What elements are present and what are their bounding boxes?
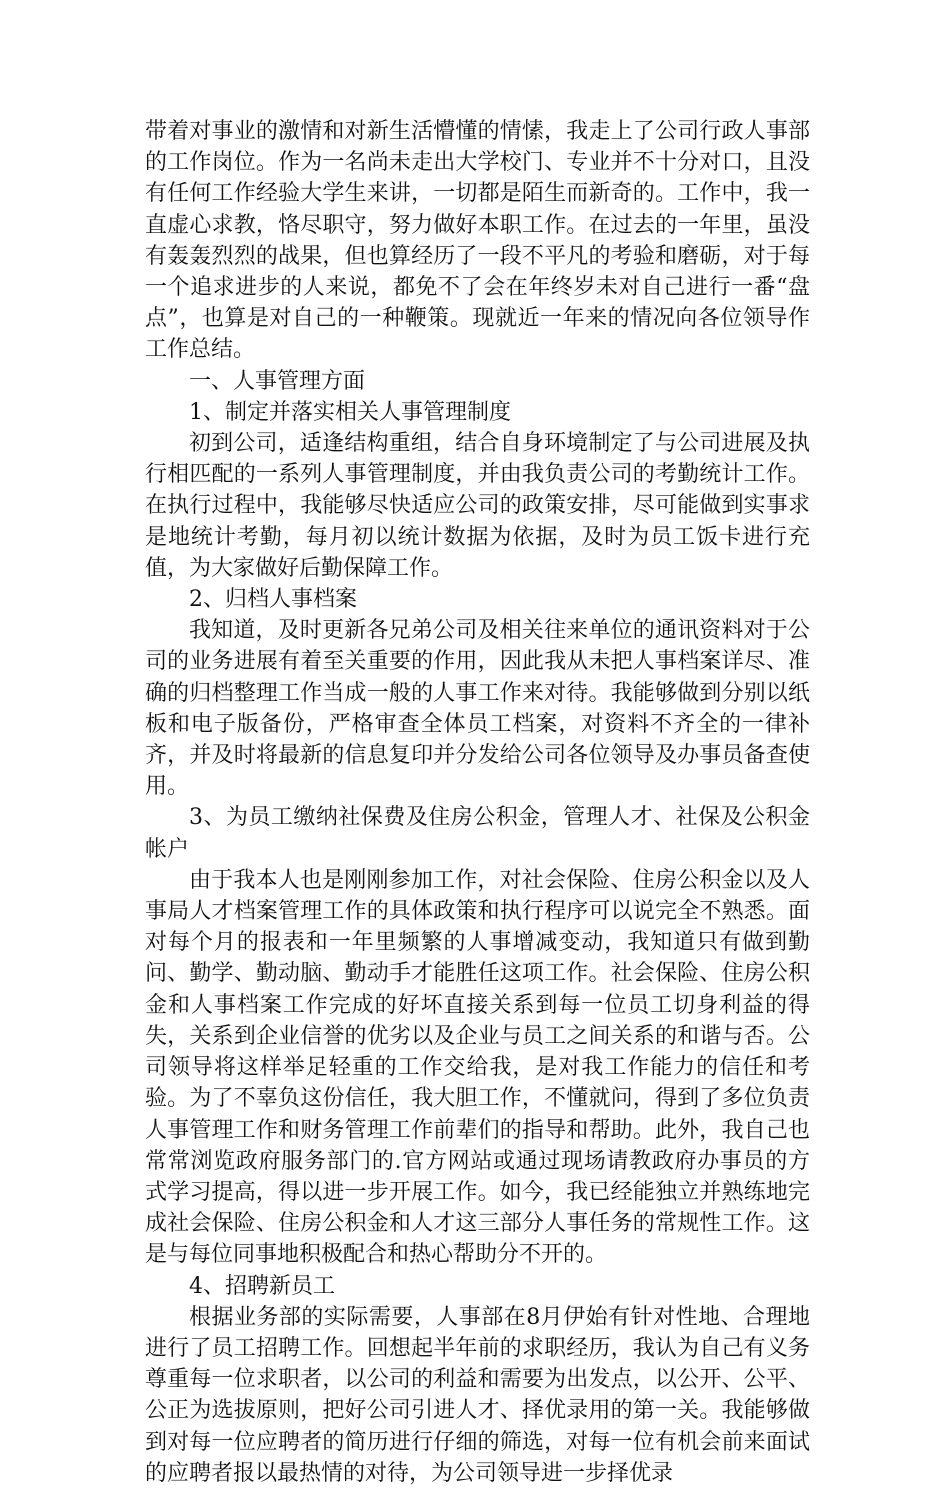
subheading-social-insurance: 3、为员工缴纳社保费及住房公积金，管理人才、社保及公积金帐户 [145, 805, 810, 862]
paragraph-social-insurance: 由于我本人也是刚刚参加工作，对社会保险、住房公积金以及人事局人才档案管理工作的具体政策和执行程序可以说完全不熟悉。面对每个月的报表和一年里频繁的人事增减变动，我知道只有做到勤问、勤学、勤动脑、勤动手才能胜任这项工作。社会保险、住房公积金和人事档案工作完成的好坏直接关系到每一位员工切身利益的得失，关系到企业信誉的优劣以及企业与员工之间关系的和谐与否。公司领导将这样举足轻重的工作交给我，是对我工作能力的信任和考验。为了不辜负这份信任，我大胆工作，不懂就问，得到了多位负责人事管理工作和财务管理工作前辈们的指导和帮助。此外，我自己也常常浏览政府服务部门的.官方网站或通过现场请教政府办事员的方式学习提高，得以进一步开展工作。如今，我已经能独立并熟练地完成社会保险、住房公积金和人才这三部分人事任务的常规性工作。这是与每位同事地积极配合和热心帮助分不开的。 [145, 867, 810, 1268]
section-heading-hr-management: 一、人事管理方面 [189, 368, 366, 394]
subheading-policy: 1、制定并落实相关人事管理制度 [189, 399, 511, 425]
paragraph-archives: 我知道，及时更新各兄弟公司及相关往来单位的通讯资料对于公司的业务进展有着至关重要的作用，因此我从未把人事档案详尽、准确的归档整理工作当成一般的人事工作来对待。我能够做到分别以纸板和电子版备份，严格审查全体员工档案，对资料不齐全的一律补齐，并及时将最新的信息复印并分发给公司各位领导及办事员备查使用。 [145, 618, 810, 800]
subheading-archives: 2、归档人事档案 [189, 587, 357, 613]
subheading-recruitment: 4、招聘新员工 [189, 1273, 335, 1299]
paragraph-policy: 初到公司，适逢结构重组，结合自身环境制定了与公司进展及执行相匹配的一系列人事管理制度，并由我负责公司的考勤统计工作。在执行过程中，我能够尽快适应公司的政策安排，尽可能做到实事求是地统计考勤，每月初以统计数据为依据，及时为员工饭卡进行充值，为大家做好后勤保障工作。 [145, 431, 810, 581]
paragraph-recruitment: 根据业务部的实际需要，人事部在8月伊始有针对性地、合理地进行了员工招聘工作。回想起半年前的求职经历，我认为自己有义务尊重每一位求职者，以公司的利益和需要为出发点，以公开、公平、公正为选拔原则，把好公司引进人才、择优录用的第一关。我能够做到对每一位应聘者的简历进行仔细的筛选，对每一位有机会前来面试的应聘者报以最热情的对待，为公司领导进一步择优录 [145, 1304, 810, 1486]
intro-paragraph: 带着对事业的激情和对新生活懵懂的情愫，我走上了公司行政人事部的工作岗位。作为一名尚未走出大学校门、专业并不十分对口，且没有任何工作经验大学生来讲，一切都是陌生而新奇的。工作中，我一直虚心求教，恪尽职守，努力做好本职工作。在过去的一年里，虽没有轰轰烈烈的战果，但也算经历了一段不平凡的考验和磨砺，对于每一个追求进步的人来说，都免不了会在年终岁未对自己进行一番“盘点”，也算是对自己的一种鞭策。现就近一年来的情况向各位领导作工作总结。 [145, 119, 810, 363]
document-body [145, 116, 810, 1489]
